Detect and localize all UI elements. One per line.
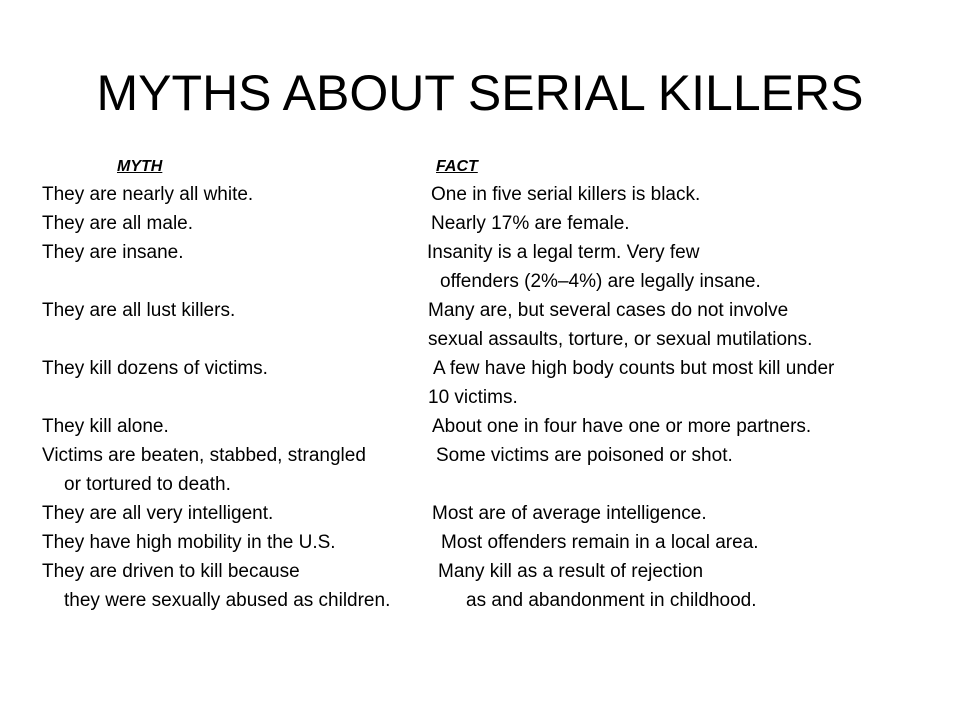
fact-text-continued: offenders (2%–4%) are legally insane. xyxy=(440,271,761,292)
myth-text-continued: or tortured to death. xyxy=(64,474,231,495)
fact-text: Most offenders remain in a local area. xyxy=(441,532,759,553)
fact-column-header: FACT xyxy=(436,158,478,175)
myth-text: They are all very intelligent. xyxy=(42,503,274,524)
fact-text: A few have high body counts but most kill under xyxy=(433,358,835,379)
myth-text: They kill dozens of victims. xyxy=(42,358,268,379)
fact-text: Some victims are poisoned or shot. xyxy=(436,445,733,466)
myth-text: They are nearly all white. xyxy=(42,184,254,205)
fact-text: Nearly 17% are female. xyxy=(431,213,630,234)
fact-text-continued: 10 victims. xyxy=(428,387,518,408)
fact-text-continued: as and abandonment in childhood. xyxy=(466,590,757,611)
fact-text: Most are of average intelligence. xyxy=(432,503,707,524)
myth-text: They are insane. xyxy=(42,242,184,263)
myth-text: They are driven to kill because xyxy=(42,561,300,582)
myth-column-header: MYTH xyxy=(117,158,163,175)
fact-text: Many are, but several cases do not involve xyxy=(428,300,789,321)
myth-text: They kill alone. xyxy=(42,416,169,437)
myth-text-continued: they were sexually abused as children. xyxy=(64,590,391,611)
myth-text: Victims are beaten, stabbed, strangled xyxy=(42,445,366,466)
myth-text: They are all male. xyxy=(42,213,194,234)
fact-text: About one in four have one or more partners. xyxy=(432,416,812,437)
myth-text: They are all lust killers. xyxy=(42,300,236,321)
fact-text-continued: sexual assaults, torture, or sexual mutilations. xyxy=(428,329,813,350)
fact-text: Insanity is a legal term. Very few xyxy=(427,242,700,263)
myth-text: They have high mobility in the U.S. xyxy=(42,532,336,553)
slide-title: MYTHS ABOUT SERIAL KILLERS xyxy=(96,65,864,121)
fact-text: One in five serial killers is black. xyxy=(431,184,701,205)
fact-text: Many kill as a result of rejection xyxy=(438,561,704,582)
